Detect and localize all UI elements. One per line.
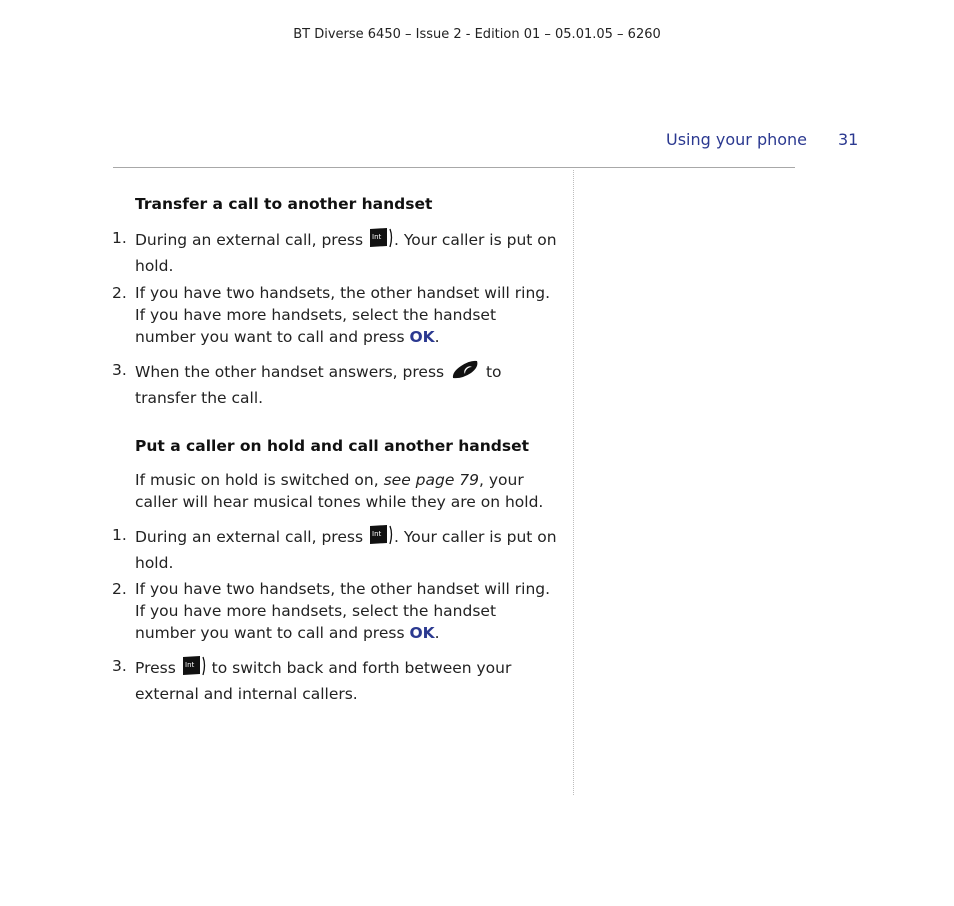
section-heading-hold: Put a caller on hold and call another handset — [135, 437, 530, 455]
int-key-icon — [182, 655, 206, 683]
int-key-label: Int — [184, 661, 194, 669]
column-divider — [573, 170, 574, 795]
step-text-after: . Your caller is put on hold. — [135, 528, 557, 572]
step-text: During an external call, press — [135, 231, 364, 249]
list-item — [112, 655, 560, 705]
step-number: 2. — [112, 580, 127, 598]
step-text: During an external call, press — [135, 528, 364, 546]
document-info: BT Diverse 6450 – Issue 2 - Edition 01 – 05.01.05 – 6260 — [293, 27, 661, 42]
step-text-after: to switch back and forth between your external and internal callers. — [135, 659, 512, 703]
running-head-title: Using your phone — [666, 130, 808, 149]
ok-key-label: OK — [409, 328, 435, 346]
step-text: When the other handset answers, press — [135, 363, 445, 381]
step-text: Press — [135, 659, 176, 677]
intro-text: If music on hold is switched on, — [135, 471, 379, 489]
step-text-after: to transfer the call. — [135, 363, 502, 407]
step-text: If you have two handsets, the other handset will ring. If you have more handsets, select the handset number you want to call and press — [135, 580, 551, 642]
list-item — [112, 524, 560, 574]
int-key-icon — [369, 524, 393, 552]
list-item — [112, 282, 560, 348]
step-number: 1. — [112, 229, 127, 247]
step-text-after: . — [434, 624, 440, 642]
intro-paragraph — [135, 469, 560, 513]
ok-key-label: OK — [409, 624, 435, 642]
page-reference: see page 79 — [383, 471, 480, 489]
step-number: 1. — [112, 526, 127, 544]
intro-text-after: , your caller will hear musical tones while they are on hold. — [135, 471, 544, 511]
step-text-after: . — [434, 328, 440, 346]
int-key-label: Int — [371, 233, 382, 241]
int-key-label: Int — [371, 530, 382, 538]
step-number: 2. — [112, 284, 127, 302]
list-item — [112, 578, 560, 644]
step-number: 3. — [112, 361, 127, 379]
step-text-after: . Your caller is put on hold. — [135, 231, 557, 275]
list-item — [112, 359, 560, 409]
step-number: 3. — [112, 657, 127, 675]
header-rule — [113, 167, 795, 168]
int-key-icon — [369, 227, 393, 255]
section-heading-transfer: Transfer a call to another handset — [135, 195, 433, 213]
list-item — [112, 227, 560, 277]
page-number: 31 — [838, 130, 859, 149]
talk-key-icon — [450, 359, 480, 387]
step-text: If you have two handsets, the other handset will ring. If you have more handsets, select the handset number you want to call and press — [135, 284, 551, 346]
